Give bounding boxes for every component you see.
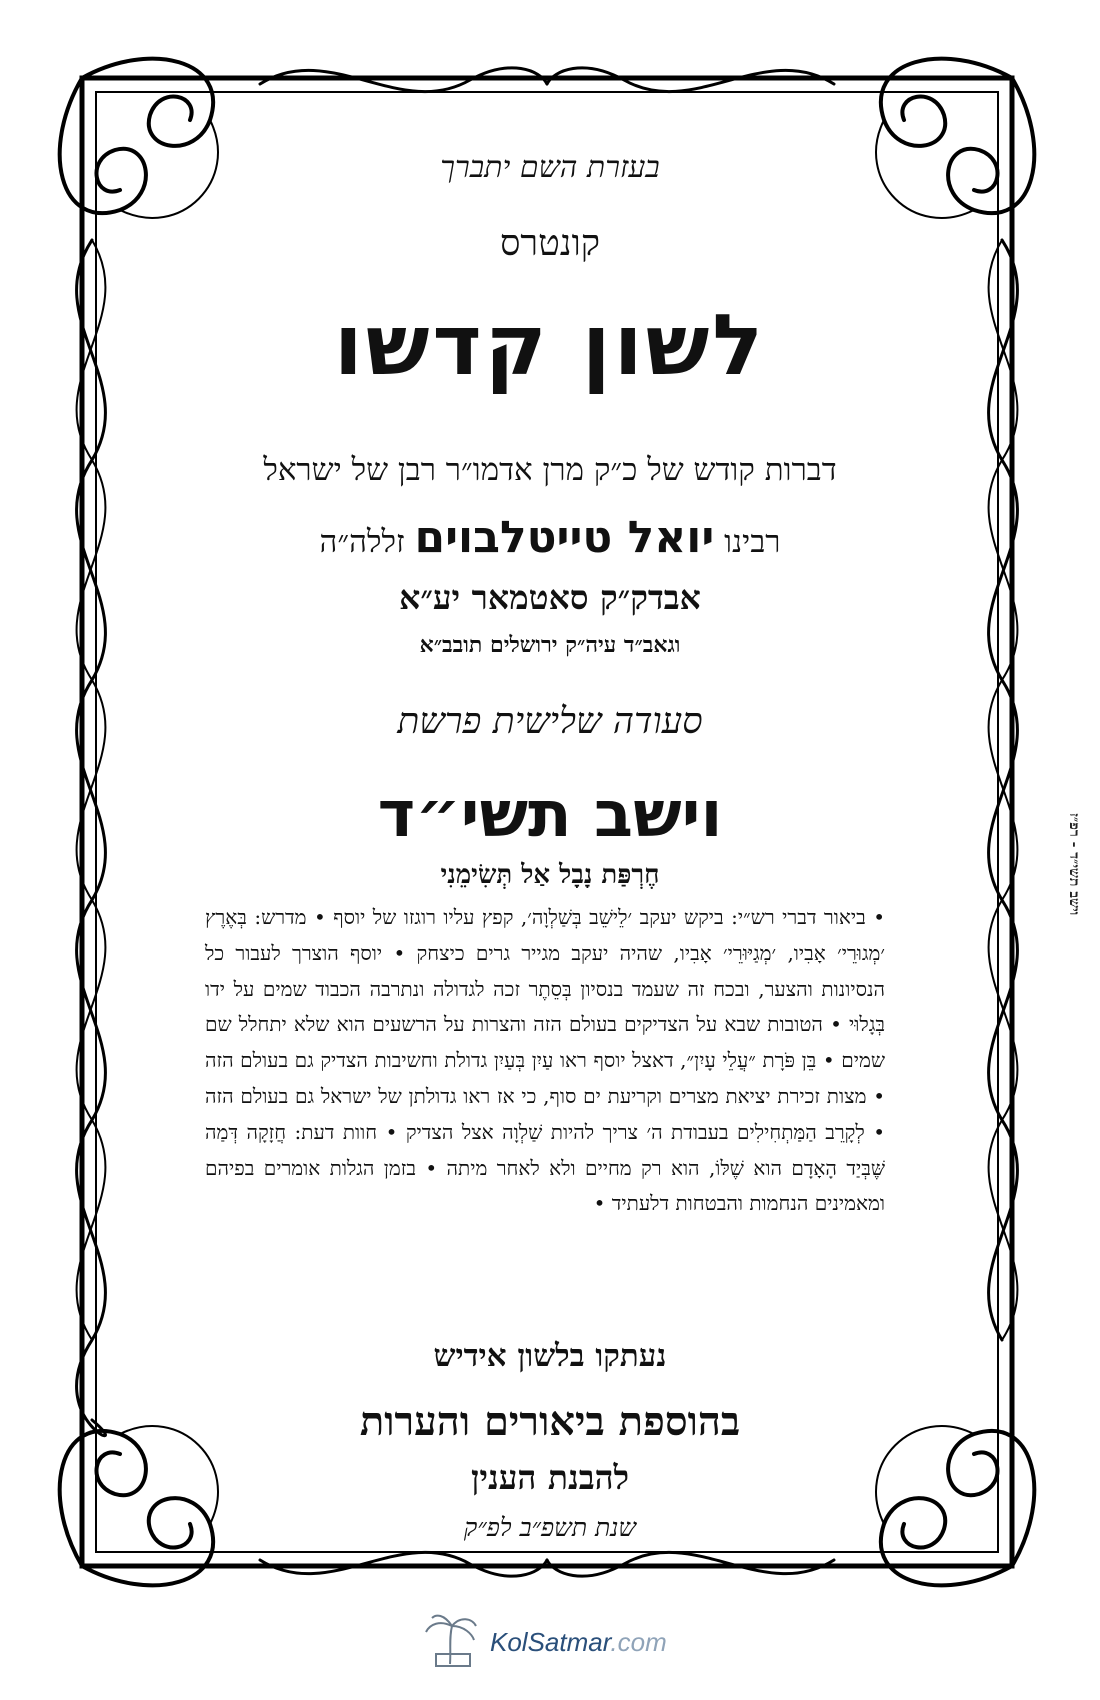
- logo-suffix: .com: [610, 1627, 667, 1657]
- logo-name: KolSatmar: [490, 1627, 611, 1657]
- author-suffix: זללה״ה: [319, 524, 405, 560]
- yiddish-note: נעתקו בלשון אידיש: [433, 1338, 667, 1374]
- besiyata-line: בעזרת השם יתברך: [440, 150, 660, 185]
- side-margin-note: וישב תשי״ד - רפ״ז: [1066, 812, 1082, 915]
- year-line: שנת תשפ״ב לפ״ק: [463, 1513, 637, 1542]
- author-line-3: אבדק״ק סאטמאר יע״א: [399, 578, 701, 617]
- occasion-line: סעודה שלישית פרשת: [397, 701, 703, 742]
- author-name: יואל טייטלבוים: [414, 512, 715, 563]
- understanding-line: להבנת הענין: [470, 1458, 630, 1497]
- parsha-title: וישב תשי״ד: [377, 778, 723, 852]
- kuntres-label: קונטרס: [499, 223, 601, 264]
- author-line-4: וגאב״ד עיה״ק ירושלים תובב״א: [419, 632, 681, 658]
- additions-line: בהוספת ביאורים והערות: [359, 1398, 741, 1445]
- author-name-line: [200, 512, 900, 563]
- book-title: לשון קדשו: [333, 296, 767, 394]
- verse-heading: חֶרְפַּת נָבָל אַל תְּשִׂימֵנִי: [440, 860, 660, 890]
- kolsatmar-logo[interactable]: [490, 1627, 667, 1658]
- author-line-1: דברות קודש של כ״ק מרן אדמו״ר רבן של ישראל: [263, 452, 837, 488]
- topics-summary: • ביאור דברי רש״י: ביקש יעקב ׳לֵישֵׁב בְּשַׁלְוָה׳, קפץ עליו רוגזו של יוסף • מדרש: בְּאֶרֶץ ׳מְגוּרֵי׳ אָבִיו, ׳מְגַיּוּרֵי׳ אָבִיו, שהיה יעקב מגייר גרים כיצחק • יוסף הוצרך לעבור כל הנסיונות והצער, ובכח זה שעמד בנסיון בְּסֵתֶר זכה לגדולה ונתרבה הכבוד שמים על ידו בְּגָלוּי • הטובות שבא על הצדיקים בעולם הזה והצרות על הרשעים הוא שלא יתחלל שם שמים • בֵּן פֹּרָת ״עֲלֵי עָיִן״, דאצל יוסף ראו עַיִן בְּעַיִן גדולת וחשיבות הצדיק גם בעולם הזה • מצות זכירת יציאת מצרים וקריעת ים סוף, כי אז ראו גדולתן של ישראל גם בעולם הזה • לְקָרֵב הַמַּתְחִילִים בעבודת ה׳ צריך להיות שַׁלְוָה אצל הצדיק • חוות דעת: חֲזָקָה דְּמַה שֶּׁבְּיַד הָאָדָם הוא שֶׁלּוֹ, הוא רק מחיים ולא לאחר מיתה • בזמן הגלות אומרים בפיהם ומאמינים הנחמות והבטחות דלעתיד •: [205, 905, 885, 1216]
- author-prefix: רבינו: [724, 524, 781, 560]
